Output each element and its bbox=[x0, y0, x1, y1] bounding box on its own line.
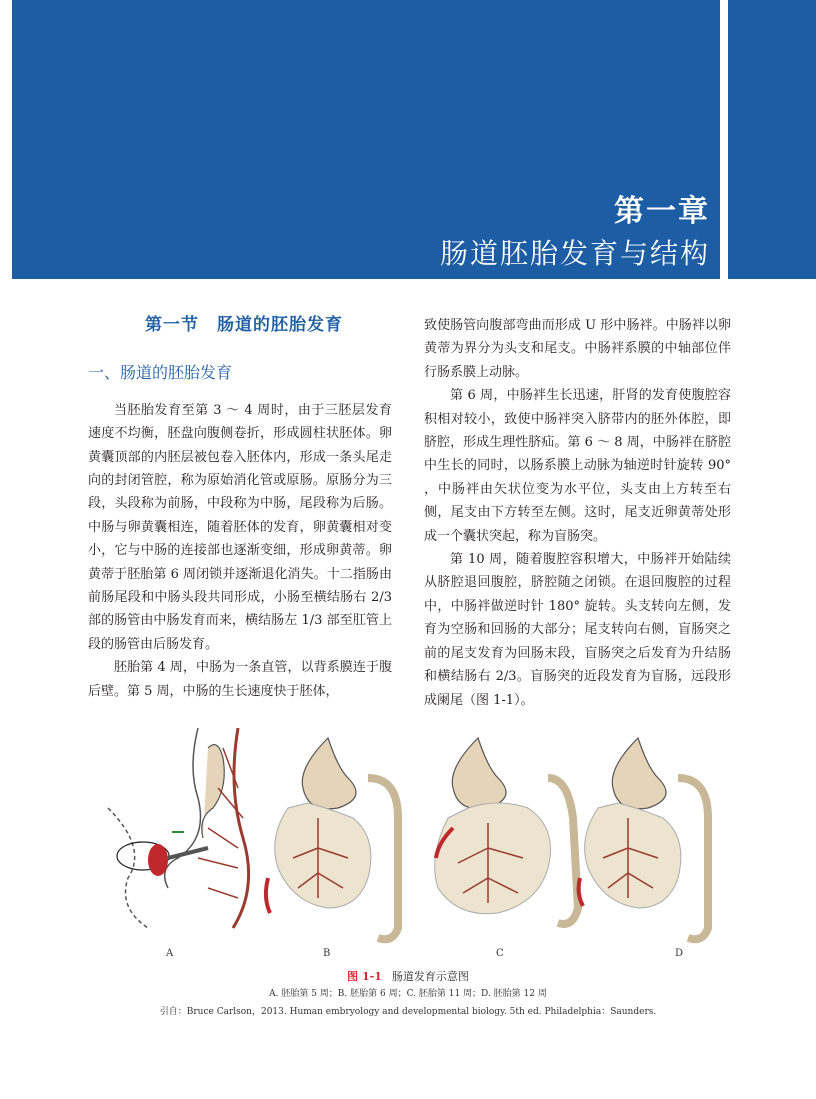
panel-b-illustration bbox=[266, 738, 398, 939]
paragraph: 胚胎第 4 周，中肠为一条直管，以背系膜连于腹后壁。第 5 周，中肠的生长速度快于胚体， bbox=[88, 660, 392, 699]
panel-a-illustration bbox=[108, 728, 249, 928]
figure-title: 肠道发育示意图 bbox=[391, 970, 469, 983]
figure-caption bbox=[0, 968, 816, 984]
figure-source: 引自：Bruce Carlson，2013. Human embryology and developmental biology. 5th ed. Philadelphia：Saunders. bbox=[159, 1007, 657, 1017]
panel-label-b: B bbox=[323, 948, 331, 959]
chapter-number: 第一章 bbox=[614, 194, 710, 229]
panel-label-c: C bbox=[496, 948, 504, 959]
paragraph: 第 6 周，中肠袢生长迅速，肝肾的发育使腹腔容积相对较小，致使中肠袢突入脐带内的胚外体腔，即脐腔，形成生理性脐疝。第 6 ～ 8 周，中肠袢在脐腔中生长的同时，以肠系膜上动脉为轴逆时针旋转 90° ，中肠袢由矢状位变为水平位，头支由上方转至右侧，尾支由下方转至左侧。这时，尾支近卵黄蒂处形成一个囊状突起，称为盲肠突。 bbox=[424, 388, 731, 544]
panel-label-d: D bbox=[675, 948, 684, 959]
paragraph: 第 10 周，随着腹腔容积增大，中肠袢开始陆续从脐腔退回腹腔，脐腔随之闭锁。在退回腹腔的过程中，中肠袢做逆时针 180° 旋转。头支转向左侧，发育为空肠和回肠的大部分；尾支转向右侧，盲肠突之前的尾支发育为回肠末段，盲肠突之后发育为升结肠和横结肠右 2/3。盲肠突的近段发育为盲肠，远段形成阑尾（图 1-1）。 bbox=[424, 552, 731, 708]
panel-d-illustration bbox=[579, 738, 708, 939]
intestine-development-figure bbox=[88, 728, 728, 958]
figure-subcaption: A. 胚胎第 5 周；B. 胚胎第 6 周；C. 胚胎第 11 周；D. 胚胎第 12 周 bbox=[269, 989, 547, 999]
panel-label-a: A bbox=[166, 948, 174, 959]
chapter-title: 肠道胚胎发育与结构 bbox=[439, 237, 710, 270]
right-column bbox=[424, 314, 731, 712]
panel-c-illustration bbox=[435, 738, 578, 924]
figure-number: 图 1-1 bbox=[347, 970, 382, 983]
paragraph: 当胚胎发育至第 3 ～ 4 周时，由于三胚层发育速度不均衡，胚盘向腹侧卷折，形成圆柱状胚体。卵黄囊顶部的内胚层被包卷入胚体内，形成一条头尾走向的封闭管腔，称为原始消化管或原肠。原肠分为三段，头段称为前肠，中段称为中肠，尾段称为后肠。中肠与卵黄囊相连，随着胚体的发育，卵黄囊相对变小，它与中肠的连接部也逐渐变细，形成卵黄蒂。卵黄蒂于胚胎第 6 周闭锁并逐渐退化消失。十二指肠由前肠尾段和中肠头段共同形成，小肠至横结肠右 2/3 部的肠管由中肠发育而来，横结肠左 1/3 部至肛管上段的肠管由后肠发育。 bbox=[88, 402, 392, 652]
section-title: 第一节 肠道的胚胎发育 bbox=[145, 315, 343, 335]
paragraph: 致使肠管向腹部弯曲而形成 U 形中肠袢。中肠袢以卵黄蒂为界分为头支和尾支。中肠袢系膜的中轴部位伴行肠系膜上动脉。 bbox=[424, 318, 731, 380]
subsection-title: 一、肠道的胚胎发育 bbox=[88, 363, 233, 383]
left-column bbox=[88, 312, 392, 703]
chapter-header-strip bbox=[728, 0, 816, 279]
